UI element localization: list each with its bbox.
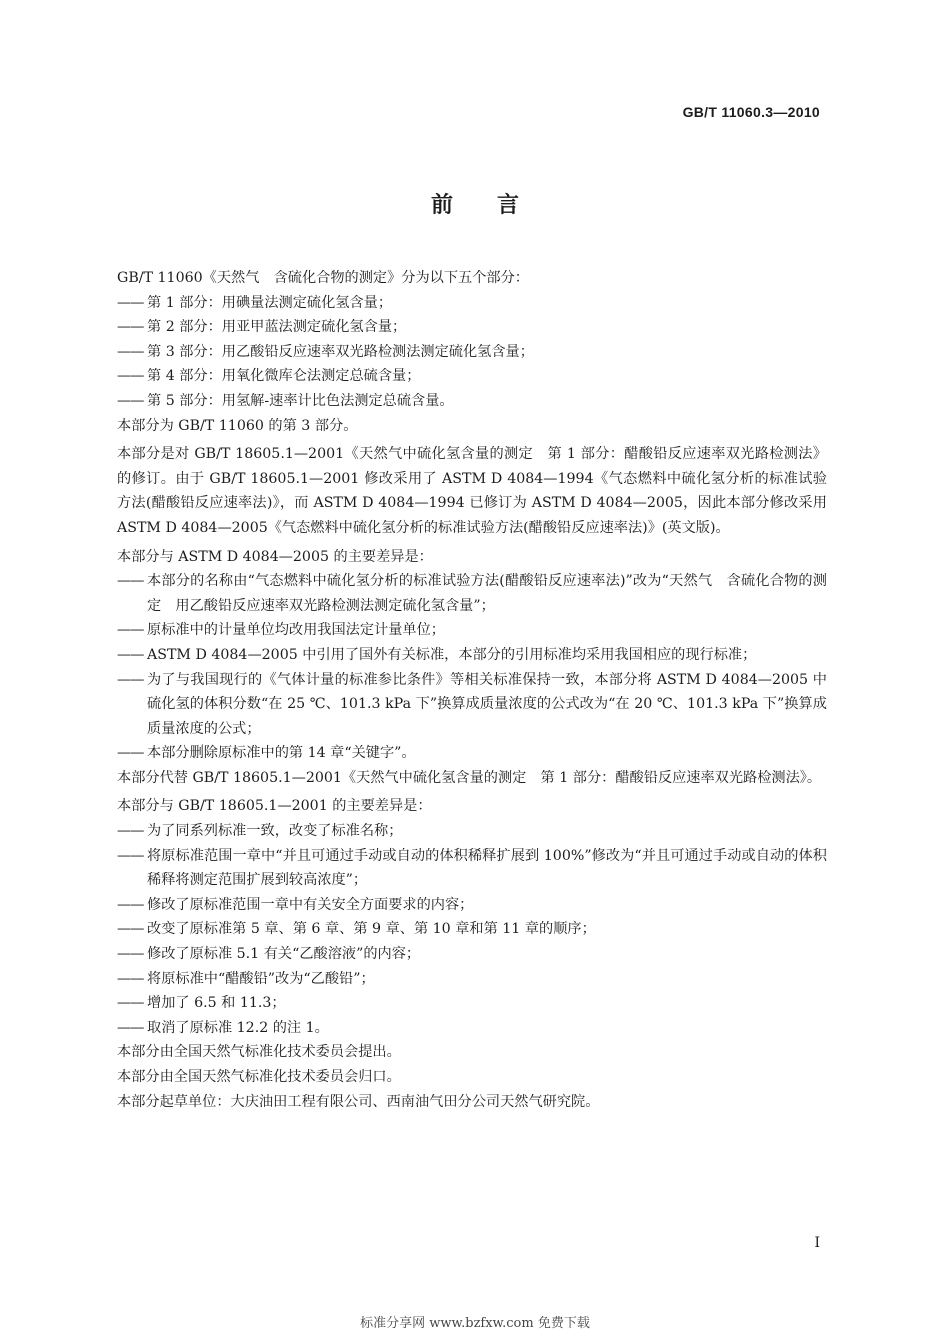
list-item-text: 取消了原标准 12.2 的注 1。 [147,1019,329,1036]
paragraph: 本部分与 GB/T 18605.1—2001 的主要差异是： [117,798,432,815]
list-item [117,819,827,844]
dash-mark: —— [117,319,144,336]
dash-mark: —— [117,946,144,963]
standard-code: GB/T 11060.3—2010 [682,104,820,120]
list-item-text: 第 5 部分：用氢解-速率计比色法测定总硫含量。 [147,392,454,409]
dash-mark: —— [117,294,144,311]
list-item-text: 为了同系列标准一致，改变了标准名称； [147,823,403,840]
list-item-text: 修改了原标准 5.1 有关“乙酸溶液”的内容； [147,946,421,963]
dash-mark: —— [117,343,144,360]
paragraph: GB/T 11060《天然气 含硫化合物的测定》分为以下五个部分： [117,270,529,286]
paragraph: 本部分代替 GB/T 18605.1—2001《天然气中硫化氢含量的测定 第 1 部分：醋酸铅反应速率双光路检测法》。 [117,769,822,786]
list-item-text: 第 2 部分：用亚甲蓝法测定硫化氢含量； [147,319,407,336]
list-item [117,315,827,340]
list-item [117,389,827,414]
list-item-text: 增加了 6.5 和 11.3； [147,995,286,1012]
list-item [117,741,827,766]
foreword-body [117,266,827,1114]
list-item [117,618,827,643]
list-item-text: 将原标准范围一章中“并且可通过手动或自动的体积稀释扩展到 100%”修改为“并且可通过手动或自动的体积稀释将测定范围扩展到较高浓度”； [147,847,827,889]
dash-mark: —— [117,970,144,987]
dash-mark: —— [117,573,144,590]
list-item [117,844,827,893]
list-item-text: 第 1 部分：用碘量法测定硫化氢含量； [147,294,393,311]
list-item [117,569,827,618]
paragraph: 本部分为 GB/T 11060 的第 3 部分。 [117,417,358,434]
dash-mark: —— [117,646,144,663]
page-title: 前言 [430,193,563,218]
list-item-text: 本部分删除原标准中的第 14 章“关键字”。 [147,745,416,762]
list-item-text: 第 4 部分：用氧化微库仑法测定总硫含量； [147,368,421,385]
dash-mark: —— [117,368,144,385]
footer-watermark: 标准分享网 www.bzfxw.com 免费下载 [360,1316,590,1331]
list-item-text: 将原标准中“醋酸铅”改为“乙酸铅”； [147,970,375,987]
list-item [117,643,827,668]
dash-mark: —— [117,847,144,864]
dash-mark: —— [117,995,144,1012]
dash-mark: —— [117,392,144,409]
dash-mark: —— [117,921,144,938]
list-item [117,917,827,942]
list-item-text: 改变了原标准第 5 章、第 6 章、第 9 章、第 10 章和第 11 章的顺序； [147,921,596,938]
list-item-text: 修改了原标准范围一章中有关安全方面要求的内容； [147,896,474,913]
list-item [117,340,827,365]
paragraph: 本部分起草单位：大庆油田工程有限公司、西南油气田分公司天然气研究院。 [117,1093,600,1110]
dash-mark: —— [117,622,144,639]
list-item-text: ASTM D 4084—2005 中引用了国外有关标准，本部分的引用标准均采用我国相应的现行标准； [147,646,757,663]
list-item [117,942,827,967]
list-item [117,967,827,992]
page-number: I [814,1235,820,1251]
dash-mark: —— [117,671,144,688]
paragraph: 本部分是对 GB/T 18605.1—2001《天然气中硫化氢含量的测定 第 1 部分：醋酸铅反应速率双光路检测法》的修订。由于 GB/T 18605.1—2001 修改采用了 ASTM D 4084—1994《气态燃料中硫化氢分析的标准试验方法(醋酸铅反应速率法)》，而 ASTM D 4084—1994 已修订为 ASTM D 4084—2005，因此本部分修改采用 ASTM D 4084—2005《气态燃料中硫化氢分析的标准试验方法(醋酸铅反应速率法)》(英文版)。 [117,446,827,536]
list-item-text: 原标准中的计量单位均改用我国法定计量单位； [147,622,445,639]
list-item [117,668,827,742]
dash-mark: —— [117,745,144,762]
list-item [117,991,827,1016]
list-item [117,1016,827,1041]
list-item-text: 为了与我国现行的《气体计量的标准参比条件》等相关标准保持一致，本部分将 ASTM D 4084—2005 中硫化氢的体积分数“在 25 ℃、101.3 kPa 下”换算成质量浓度的公式改为“在 20 ℃、101.3 kPa 下”换算成质量浓度的公式； [147,671,827,737]
list-item [117,893,827,918]
paragraph: 本部分与 ASTM D 4084—2005 的主要差异是： [117,548,433,565]
list-item [117,364,827,389]
list-item-text: 第 3 部分：用乙酸铅反应速率双光路检测法测定硫化氢含量； [147,343,534,360]
paragraph: 本部分由全国天然气标准化技术委员会提出。 [117,1044,401,1061]
dash-mark: —— [117,896,144,913]
paragraph: 本部分由全国天然气标准化技术委员会归口。 [117,1069,401,1085]
list-item [117,291,827,316]
dash-mark: —— [117,823,144,840]
dash-mark: —— [117,1019,144,1036]
list-item-text: 本部分的名称由“气态燃料中硫化氢分析的标准试验方法(醋酸铅反应速率法)”改为“天然气 含硫化合物的测定 用乙酸铅反应速率双光路检测法测定硫化氢含量”； [147,573,827,614]
